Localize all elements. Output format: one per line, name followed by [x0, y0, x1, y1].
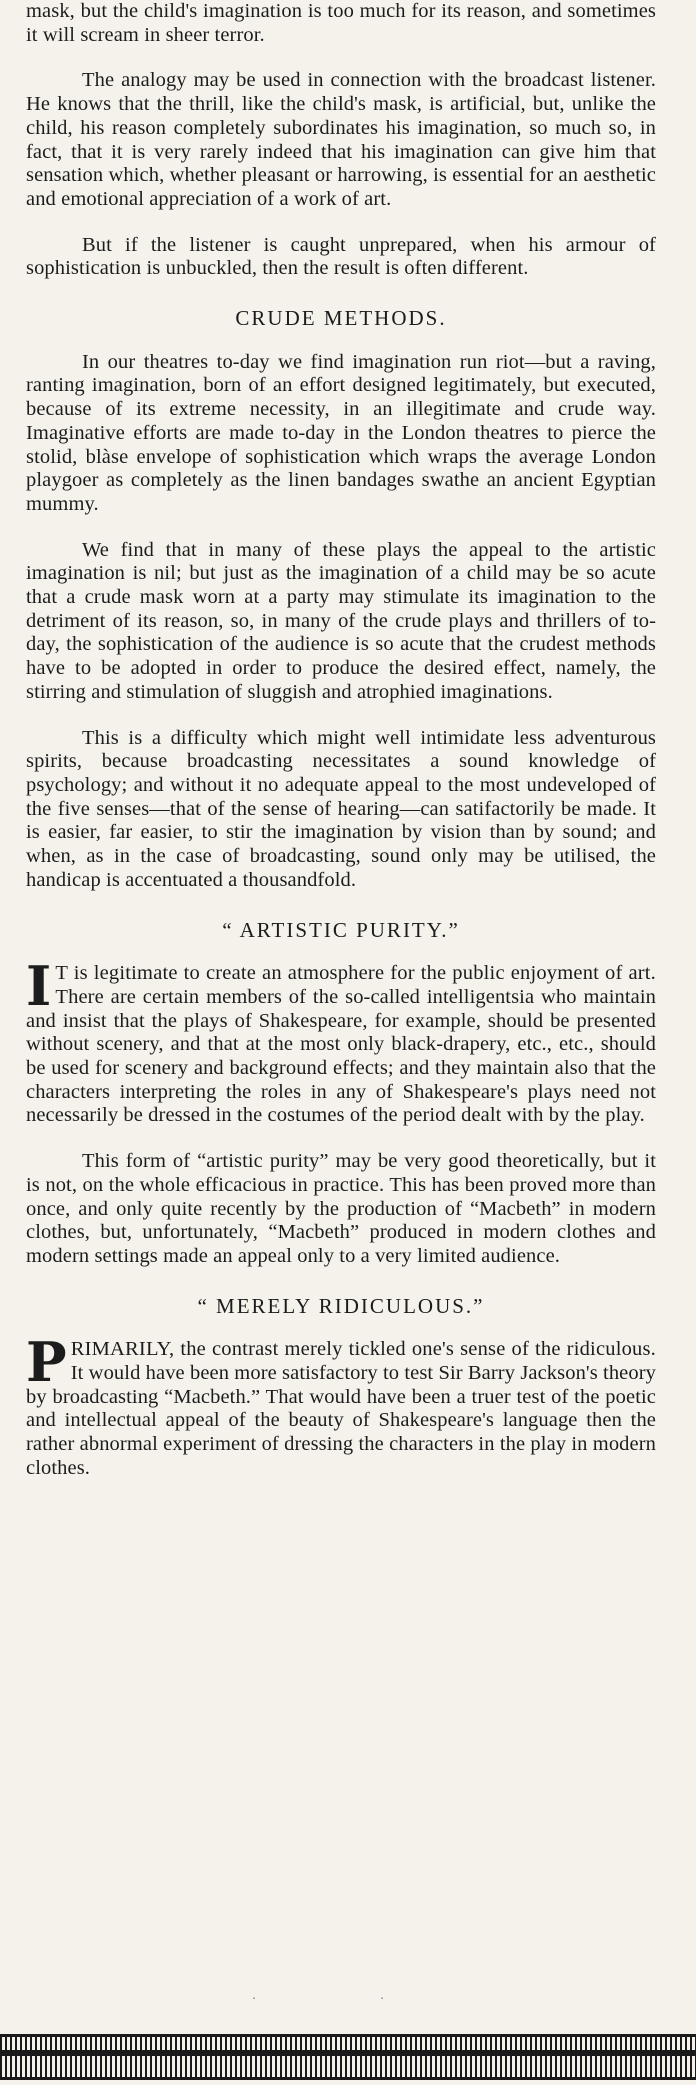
drop-cap-p: P: [26, 1330, 67, 1395]
paragraph-artistic-purity: This form of “artistic purity” may be very good theoretically, but it is not, on the whole efficacious in practice. This has been proved more than once, and only quite recently by the production of “Macbeth” in modern clothes, but, unfortunately, “Macbeth” produced in modern clothes and modern settings made an appeal only to a very limited audience.: [26, 1150, 656, 1267]
paragraph-primarily: [26, 1330, 656, 1480]
paragraph-difficulty: This is a difficulty which might well intimidate less adventurous spirits, because broadcasting necessitates a sound knowledge of psychology; and without it no adequate appeal to the most undeveloped of the five senses—that of the sense of hearing—can satifactorily be made. It is easier, far easier, to stir the imagination by vision than by sound; and when, as in the case of broadcasting, sound only may be utilised, the handicap is accentuated a thousandfold.: [26, 726, 656, 891]
paragraph-primarily-text: RIMARILY, the contrast merely tickled one's sense of the ridiculous. It would have been more satisfactory to test Sir Barry Jackson's theory by broadcasting “Macbeth.” That would have been a truer test of the poetic and intellectual appeal of the beauty of Shakespeare's language then the rather abnormal experiment of dressing the characters in the play in modern clothes.: [26, 1338, 656, 1479]
subheading-merely-ridiculous: “ MERELY RIDICULOUS.”: [197, 1293, 485, 1318]
paragraph-unprepared: But if the listener is caught unprepared, when his armour of sophistication is unbuckled, then the result is often different.: [26, 233, 656, 280]
paragraph-legitimate: [26, 954, 656, 1128]
subheading-artistic-purity: “ ARTISTIC PURITY.”: [222, 917, 460, 942]
decorative-border-band: [0, 2050, 696, 2056]
paragraph-legitimate-text: T is legitimate to create an atmosphere for the public enjoyment of art. There are certain members of the so-called intelligentsia who maintain and insist that the plays of Shakespeare, for example, should be presented without scenery, and that at the most only black-drapery, etc., etc., should be used for scenery and background effects; and they maintain also that the characters interpreting the roles in any of Shakespeare's plays need not necessarily be dressed in the costumes of the period dealt with by the play.: [26, 962, 656, 1127]
paragraph-theatres: In our theatres to-day we find imagination run riot—but a raving, ranting imagination, born of an effort designed legitimately, but executed, because of its extreme necessity, in an illegitimate and crude way. Imaginative efforts are made to-day in the London theatres to pierce the stolid, blàse envelope of sophistication which wraps the average London playgoer as completely as the linen bandages swathe an ancient Egyptian mummy.: [26, 350, 656, 515]
article-column: [26, 0, 656, 1481]
scan-specks: · ·: [251, 1992, 445, 2007]
paragraph-analogy: The analogy may be used in connection with the broadcast listener. He knows that the thrill, like the child's mask, is artificial, but, unlike the child, his reason completely subordinates his imagination, so much so, in fact, that it is very rarely indeed that his imagination can give him that sensation which, whether pleasant or harrowing, is essential for an aesthetic and emotional appreciation of a work of art.: [26, 69, 656, 210]
paragraph-plays-appeal: We find that in many of these plays the appeal to the artistic imagination is nil; but just as the imagination of a child may be so acute that a crude mask worn at a party may stimulate its imagination to the detriment of its reason, so, in many of the crude plays and thrillers of to-day, the sophistication of the audience is so acute that the crudest methods have to be adopted in order to produce the desired effect, namely, the stirring and stimulation of sluggish and atrophied imaginations.: [26, 538, 656, 703]
decorative-border-rule: [0, 2034, 696, 2080]
drop-cap-i: I: [26, 954, 52, 1019]
paragraph-continuation: mask, but the child's imagination is too much for its reason, and sometimes it will scream in sheer terror.: [26, 0, 656, 46]
subheading-crude-methods: CRUDE METHODS.: [235, 306, 447, 331]
